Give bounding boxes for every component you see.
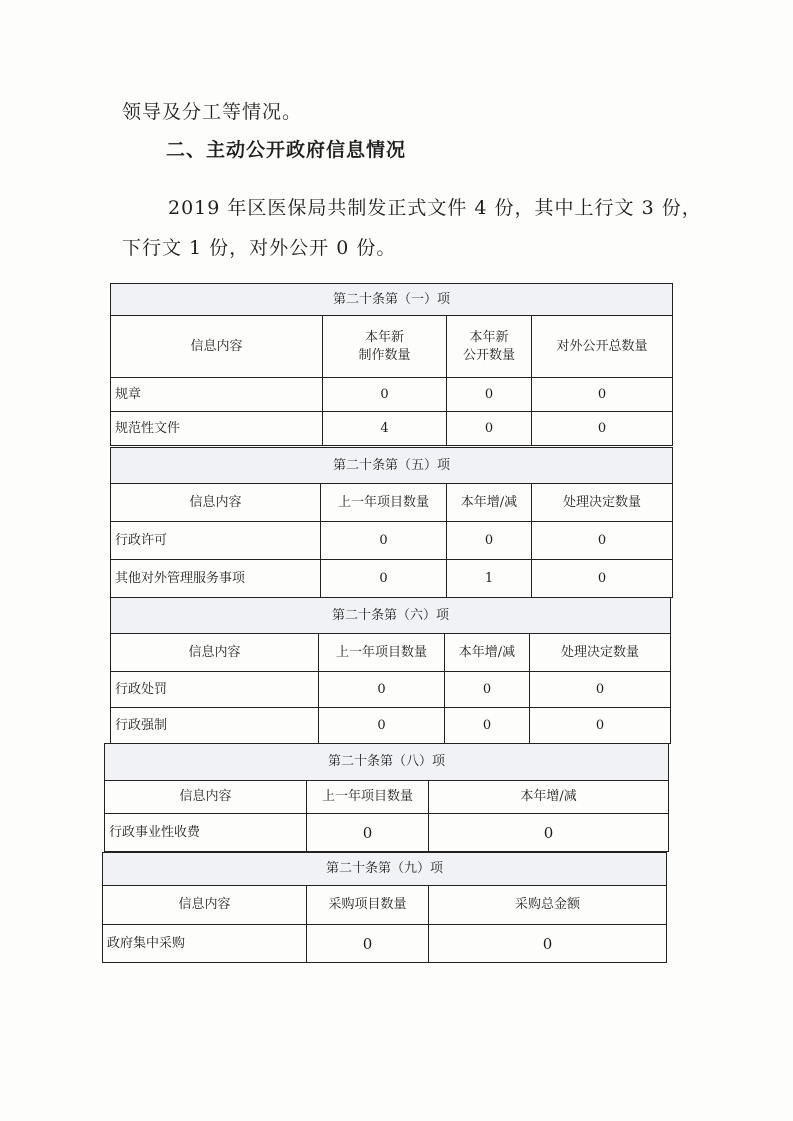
header-info-content: 信息内容 <box>111 634 319 672</box>
table-row <box>111 378 673 412</box>
table-row <box>111 672 671 708</box>
table-title: 第二十条第（八）项 <box>105 744 669 781</box>
row-label: 行政事业性收费 <box>105 814 307 852</box>
table-row <box>111 412 673 446</box>
row-value: 0 <box>447 412 532 446</box>
table-article-20-item-9 <box>102 852 667 963</box>
section-heading: 二、主动公开政府信息情况 <box>166 139 407 161</box>
header-info-content: 信息内容 <box>111 484 321 522</box>
table-row <box>111 560 673 598</box>
paragraph-document-count: 2019 年区医保局共制发正式文件 4 份，其中上行文 3 份， <box>168 197 702 219</box>
header-last-year-count: 上一年项目数量 <box>319 634 445 672</box>
row-value: 0 <box>530 708 671 744</box>
row-value: 0 <box>532 412 673 446</box>
header-decision-count: 处理决定数量 <box>530 634 671 672</box>
table-article-20-item-8 <box>104 743 669 852</box>
table-title: 第二十条第（六）项 <box>111 598 671 634</box>
row-value: 0 <box>321 560 447 598</box>
row-value: 0 <box>447 522 532 560</box>
table-row <box>105 814 669 852</box>
table-article-20-item-1 <box>110 283 673 446</box>
header-info-content: 信息内容 <box>103 886 307 925</box>
header-last-year-count: 上一年项目数量 <box>307 781 429 814</box>
row-value: 0 <box>532 378 673 412</box>
row-value: 0 <box>530 672 671 708</box>
header-total-public-count: 对外公开总数量 <box>532 316 673 378</box>
row-label: 规章 <box>111 378 323 412</box>
header-purchase-amount: 采购总金额 <box>429 886 667 925</box>
row-value: 0 <box>319 708 445 744</box>
header-new-made-count: 本年新 制作数量 <box>323 316 447 378</box>
row-label: 政府集中采购 <box>103 925 307 963</box>
paragraph-document-count-continued: 下行文 1 份，对外公开 0 份。 <box>122 237 397 259</box>
row-value: 0 <box>319 672 445 708</box>
table-title: 第二十条第（九）项 <box>103 853 667 886</box>
header-year-change: 本年增/减 <box>445 634 530 672</box>
row-value: 0 <box>307 925 429 963</box>
row-value: 0 <box>532 560 673 598</box>
row-value: 0 <box>321 522 447 560</box>
row-value: 1 <box>447 560 532 598</box>
header-new-public-count: 本年新 公开数量 <box>447 316 532 378</box>
row-label: 行政处罚 <box>111 672 319 708</box>
row-value: 0 <box>445 672 530 708</box>
header-year-change: 本年增/减 <box>447 484 532 522</box>
row-value: 0 <box>532 522 673 560</box>
table-article-20-item-5 <box>110 447 673 598</box>
header-year-change: 本年增/减 <box>429 781 669 814</box>
header-decision-count: 处理决定数量 <box>532 484 673 522</box>
row-value: 0 <box>307 814 429 852</box>
row-value: 0 <box>429 925 667 963</box>
table-row <box>103 925 667 963</box>
table-title: 第二十条第（一）项 <box>111 284 673 316</box>
row-label: 规范性文件 <box>111 412 323 446</box>
header-last-year-count: 上一年项目数量 <box>321 484 447 522</box>
row-label: 其他对外管理服务事项 <box>111 560 321 598</box>
header-info-content: 信息内容 <box>105 781 307 814</box>
row-value: 4 <box>323 412 447 446</box>
row-value: 0 <box>445 708 530 744</box>
table-title: 第二十条第（五）项 <box>111 448 673 484</box>
header-purchase-count: 采购项目数量 <box>307 886 429 925</box>
table-row <box>111 708 671 744</box>
row-value: 0 <box>447 378 532 412</box>
table-article-20-item-6 <box>110 597 671 744</box>
row-value: 0 <box>429 814 669 852</box>
table-row <box>111 522 673 560</box>
row-label: 行政强制 <box>111 708 319 744</box>
row-value: 0 <box>323 378 447 412</box>
paragraph-intro-end: 领导及分工等情况。 <box>122 101 303 123</box>
row-label: 行政许可 <box>111 522 321 560</box>
header-info-content: 信息内容 <box>111 316 323 378</box>
